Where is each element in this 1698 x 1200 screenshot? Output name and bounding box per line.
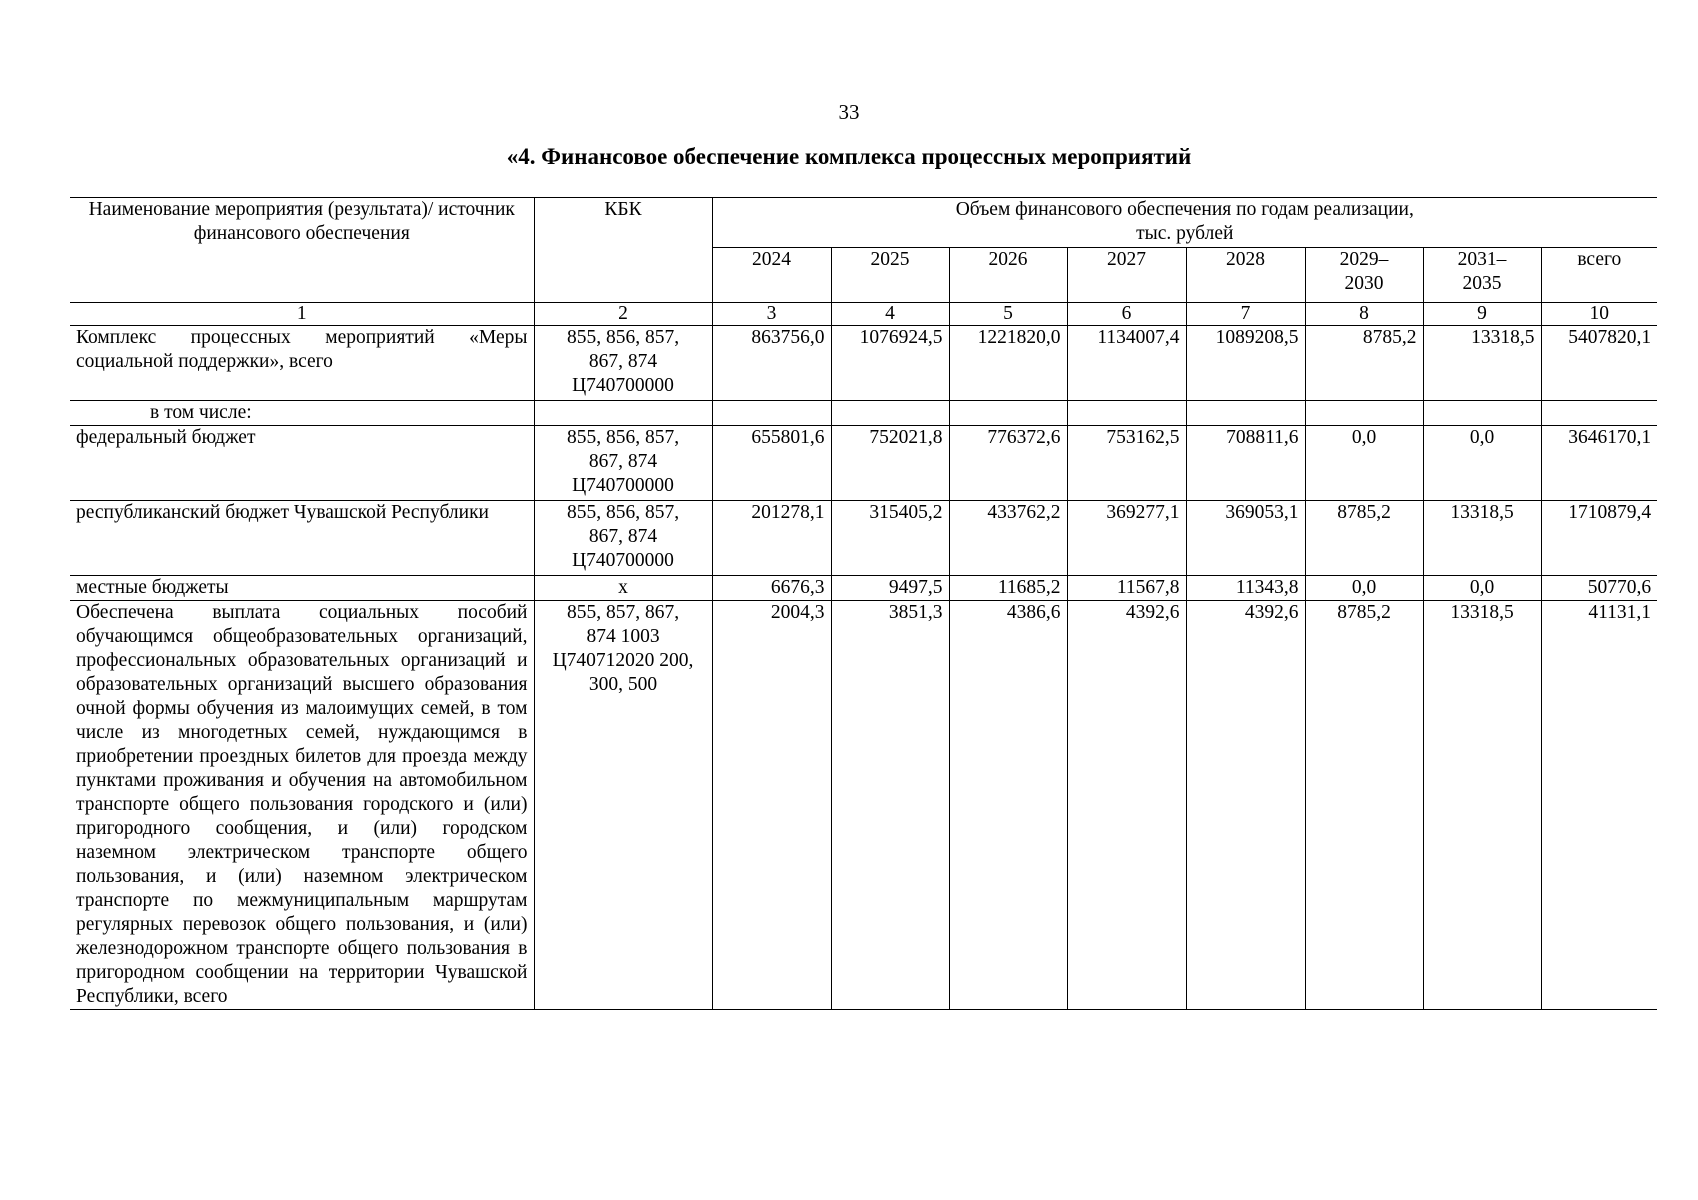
column-number: 10 [1541,303,1657,326]
row-name: местные бюджеты [70,576,534,601]
row-value: 8785,2 [1305,601,1423,1010]
row-value: 2004,3 [712,601,831,1010]
row-value: 13318,5 [1423,501,1541,576]
row-value [831,401,949,426]
row-value: 8785,2 [1305,501,1423,576]
row-value: 369277,1 [1067,501,1186,576]
row-value [1305,401,1423,426]
row-value: 863756,0 [712,326,831,401]
row-value: 1089208,5 [1186,326,1305,401]
row-value: 655801,6 [712,426,831,501]
row-value: 753162,5 [1067,426,1186,501]
row-value: 5407820,1 [1541,326,1657,401]
row-value: 4392,6 [1067,601,1186,1010]
row-value: 3851,3 [831,601,949,1010]
header-year: 2031–2035 [1423,248,1541,303]
header-kbk: КБК [534,198,712,303]
row-name: республиканский бюджет Чувашской Республики [70,501,534,576]
table-row [70,601,1657,1010]
row-name: Обеспечена выплата социальных пособий обучающимся общеобразовательных организаций, профессиональных образовательных организаций и образовательных организаций высшего образования очной формы обучения из малоимущих семей, в том числе из многодетных семей, нуждающимся в приобретении проездных билетов для проезда между пунктами проживания и обучения на автомобильном транспорте общего пользования городского и (или) пригородного сообщения, и (или) городском наземном электрическом транспорте общего пользования, и (или) наземном электрическом транспорте по межмуниципальным маршрутам регулярных перевозок общего пользования, и (или) железнодорожном транспорте общего пользования в пригородном сообщении на территории Чувашской Республики, всего [70,601,534,1010]
row-value: 1710879,4 [1541,501,1657,576]
table-row [70,426,1657,501]
header-year: всего [1541,248,1657,303]
row-value [1541,401,1657,426]
row-value: 11567,8 [1067,576,1186,601]
table-row [70,326,1657,401]
row-kbk [534,401,712,426]
table-row [70,576,1657,601]
row-value: 6676,3 [712,576,831,601]
column-number: 8 [1305,303,1423,326]
header-year: 2026 [949,248,1067,303]
column-number: 3 [712,303,831,326]
row-name: в том числе: [70,401,534,426]
column-number: 7 [1186,303,1305,326]
row-value: 4392,6 [1186,601,1305,1010]
header-year: 2027 [1067,248,1186,303]
row-value: 369053,1 [1186,501,1305,576]
row-kbk: 855, 856, 857, 867, 874 Ц740700000 [534,501,712,576]
row-value: 776372,6 [949,426,1067,501]
row-value [712,401,831,426]
row-value: 1221820,0 [949,326,1067,401]
row-name: Комплекс процессных мероприятий «Меры социальной поддержки», всего [70,326,534,401]
page-number: 33 [838,100,860,124]
column-number: 9 [1423,303,1541,326]
row-value: 11343,8 [1186,576,1305,601]
header-year: 2024 [712,248,831,303]
row-value: 315405,2 [831,501,949,576]
header-volume: Объем финансового обеспечения по годам реализации, тыс. рублей [712,198,1657,248]
column-number: 2 [534,303,712,326]
row-value: 13318,5 [1423,326,1541,401]
row-value: 13318,5 [1423,601,1541,1010]
row-value [1423,401,1541,426]
header-row [70,198,1657,248]
row-value: 752021,8 [831,426,949,501]
column-number: 6 [1067,303,1186,326]
row-value: 708811,6 [1186,426,1305,501]
row-value: 4386,6 [949,601,1067,1010]
row-kbk: 855, 856, 857, 867, 874 Ц740700000 [534,426,712,501]
row-value: 50770,6 [1541,576,1657,601]
row-value [1186,401,1305,426]
column-number: 5 [949,303,1067,326]
row-value: 8785,2 [1305,326,1423,401]
financing-table [70,197,1657,1010]
header-year: 2025 [831,248,949,303]
row-value [1067,401,1186,426]
row-value: 433762,2 [949,501,1067,576]
header-year: 2028 [1186,248,1305,303]
row-value [949,401,1067,426]
header-year: 2029–2030 [1305,248,1423,303]
row-kbk: 855, 856, 857, 867, 874 Ц740700000 [534,326,712,401]
row-kbk: x [534,576,712,601]
row-value: 201278,1 [712,501,831,576]
row-value: 1134007,4 [1067,326,1186,401]
row-value: 1076924,5 [831,326,949,401]
row-value: 0,0 [1305,426,1423,501]
row-value: 41131,1 [1541,601,1657,1010]
table-row [70,501,1657,576]
column-number: 1 [70,303,534,326]
row-value: 0,0 [1305,576,1423,601]
header-name: Наименование мероприятия (результата)/ источник финансового обеспечения [70,198,534,303]
row-name: федеральный бюджет [70,426,534,501]
table-row [70,401,1657,426]
column-number-row [70,303,1657,326]
row-value: 0,0 [1423,576,1541,601]
document-title: «4. Финансовое обеспечение комплекса процессных мероприятий [506,144,1192,169]
column-number: 4 [831,303,949,326]
row-value: 9497,5 [831,576,949,601]
row-value: 0,0 [1423,426,1541,501]
row-kbk: 855, 857, 867, 874 1003 Ц740712020 200, 300, 500 [534,601,712,1010]
row-value: 11685,2 [949,576,1067,601]
row-value: 3646170,1 [1541,426,1657,501]
